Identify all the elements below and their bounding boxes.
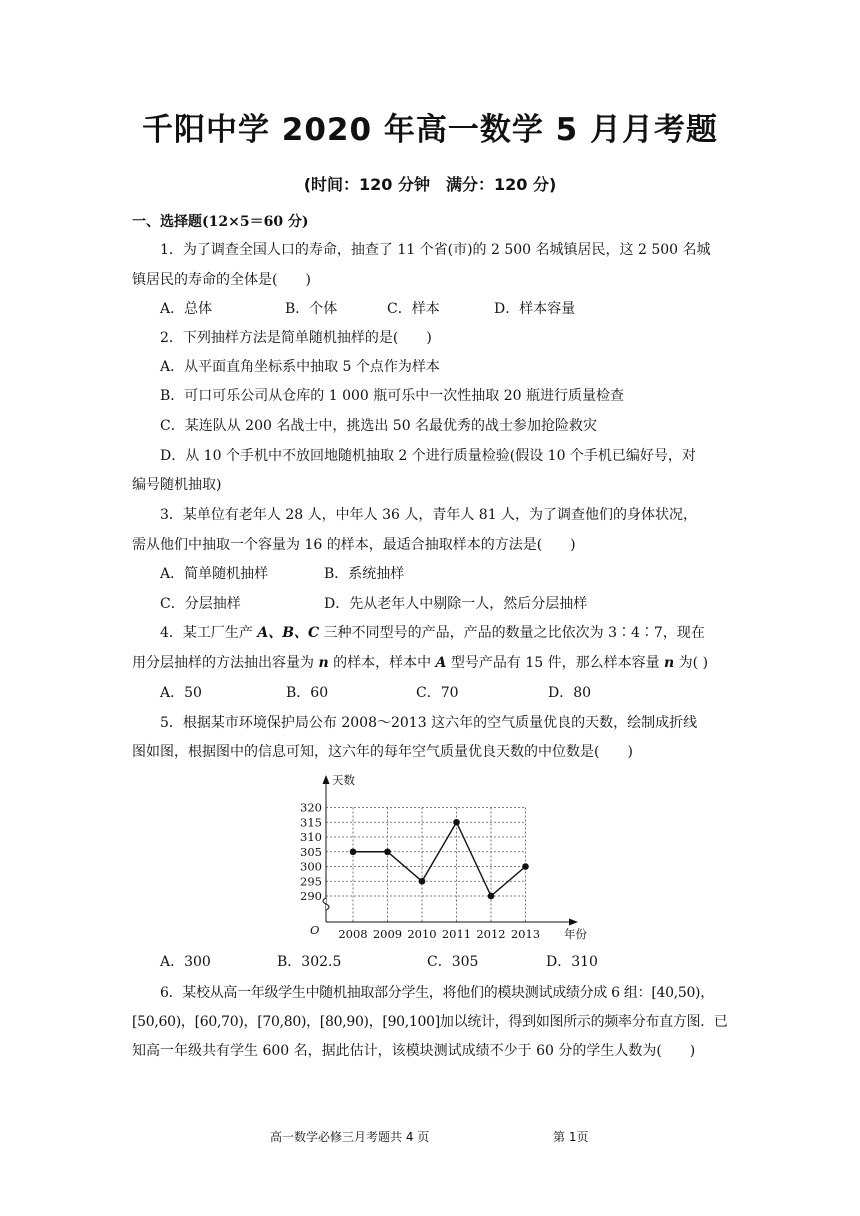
q3-line2: 需从他们中抽取一个容量为 16 的样本，最适合抽取样本的方法是( ): [132, 537, 576, 553]
q4-line1: 4．某工厂生产 A、B、C 三种不同型号的产品，产品的数量之比依次为 3∶4∶7，现在: [160, 625, 705, 641]
q2-option-a: A．从平面直角坐标系中抽取 5 个点作为样本: [160, 359, 440, 375]
q2-stem: 2．下列抽样方法是简单随机抽样的是( ): [160, 330, 432, 346]
q3-line1: 3．某单位有老年人 28 人，中年人 36 人，青年人 81 人，为了调查他们的身体状况，: [160, 507, 698, 523]
y-tick-label: 295: [300, 874, 322, 889]
q1-option-d: D．样本容量: [494, 301, 576, 317]
q4-option-c: C．70: [416, 685, 459, 701]
x-axis-arrow: [569, 919, 578, 926]
x-tick-label: 2009: [372, 927, 403, 941]
q2-option-d-line1: D．从 10 个手机中不放回地随机抽取 2 个进行质量检验(假设 10 个手机已编好号，对: [160, 448, 696, 464]
chart-grid: [326, 808, 526, 923]
x-tick-label: 2013: [510, 927, 541, 941]
page-title: 千阳中学 2020 年高一数学 5 月月考题: [141, 112, 719, 148]
data-point: [419, 878, 426, 885]
x-tick-label: 2008: [338, 927, 368, 941]
q5-option-a: A．300: [160, 954, 211, 970]
q4-option-d: D．80: [548, 685, 592, 701]
data-point: [384, 848, 391, 855]
q1-line1: 1．为了调查全国人口的寿命，抽查了 11 个省(市)的 2 500 名城镇居民，这 2 500 名城: [160, 242, 711, 258]
q2-option-d-line2: 编号随机抽取): [132, 477, 222, 493]
y-axis-arrow: [323, 775, 330, 784]
page-subtitle: (时间：120 分钟 满分：120 分): [303, 175, 557, 194]
footer-page-number: 第 1页: [553, 1130, 589, 1144]
x-tick-label: 2011: [441, 927, 472, 941]
q2-option-c: C．某连队从 200 名战士中，挑选出 50 名最优秀的战士参加抢险救灾: [160, 418, 598, 434]
q3-option-a: A．简单随机抽样: [160, 566, 269, 582]
q3-option-b: B．系统抽样: [324, 566, 405, 582]
data-point: [453, 819, 460, 826]
q4-line2: 用分层抽样的方法抽出容量为 n 的样本，样本中 A 型号产品有 15 件，那么样本容量 n 为( ): [132, 655, 709, 671]
section-heading: 一、选择题(12×5＝60 分): [132, 214, 309, 230]
q4-option-a: A．50: [160, 685, 202, 701]
q5-line1: 5．根据某市环境保护局公布 2008～2013 这六年的空气质量优良的天数，绘制成折线: [160, 715, 698, 731]
q1-option-c: C．样本: [387, 301, 440, 317]
y-tick-label: 305: [300, 844, 322, 859]
q1-line2: 镇居民的寿命的全体是( ): [132, 272, 311, 288]
origin-label: O: [310, 923, 320, 937]
q5-line2: 图如图，根据图中的信息可知，这六年的每年空气质量优良天数的中位数是( ): [132, 744, 633, 760]
q3-option-d: D．先从老年人中剔除一人，然后分层抽样: [324, 596, 588, 612]
x-tick-label: 2012: [476, 927, 506, 941]
x-tick-label: 2010: [407, 927, 437, 941]
q6-line1: 6．某校从高一年级学生中随机抽取部分学生，将他们的模块测试成绩分成 6 组：[40,50)，: [160, 985, 714, 1001]
q6-line2: [50,60)，[60,70)，[70,80)，[80,90)，[90,100]加以统计，得到如图所示的频率分布直方图．已: [132, 1014, 728, 1030]
q5-option-c: C．305: [427, 954, 479, 970]
q3-option-c: C．分层抽样: [160, 596, 241, 612]
data-point: [488, 893, 495, 900]
y-tick-label: 300: [300, 859, 322, 874]
q2-option-b: B．可口可乐公司从仓库的 1 000 瓶可乐中一次性抽取 20 瓶进行质量检查: [160, 388, 624, 404]
series-line: [353, 822, 526, 896]
air-quality-line-chart: [290, 772, 600, 944]
axis-break-mark: [323, 898, 329, 910]
q5-option-d: D．310: [546, 954, 598, 970]
y-axis-label: 天数: [332, 773, 355, 787]
data-point: [350, 848, 357, 855]
y-tick-label: 290: [300, 889, 322, 903]
footer-page-count: 高一数学必修三月考题共 4 页: [270, 1130, 430, 1144]
y-tick-label: 310: [300, 830, 322, 844]
q1-option-a: A．总体: [160, 301, 213, 317]
data-point: [522, 863, 529, 870]
q5-option-b: B．302.5: [277, 954, 342, 970]
y-tick-label: 315: [300, 815, 322, 830]
x-axis-label: 年份: [564, 927, 587, 941]
q4-option-b: B．60: [286, 685, 329, 701]
y-tick-label: 320: [300, 800, 322, 815]
q6-line3: 知高一年级共有学生 600 名，据此估计，该模块测试成绩不少于 60 分的学生人数为( ): [132, 1043, 696, 1059]
q1-option-b: B．个体: [285, 301, 338, 317]
